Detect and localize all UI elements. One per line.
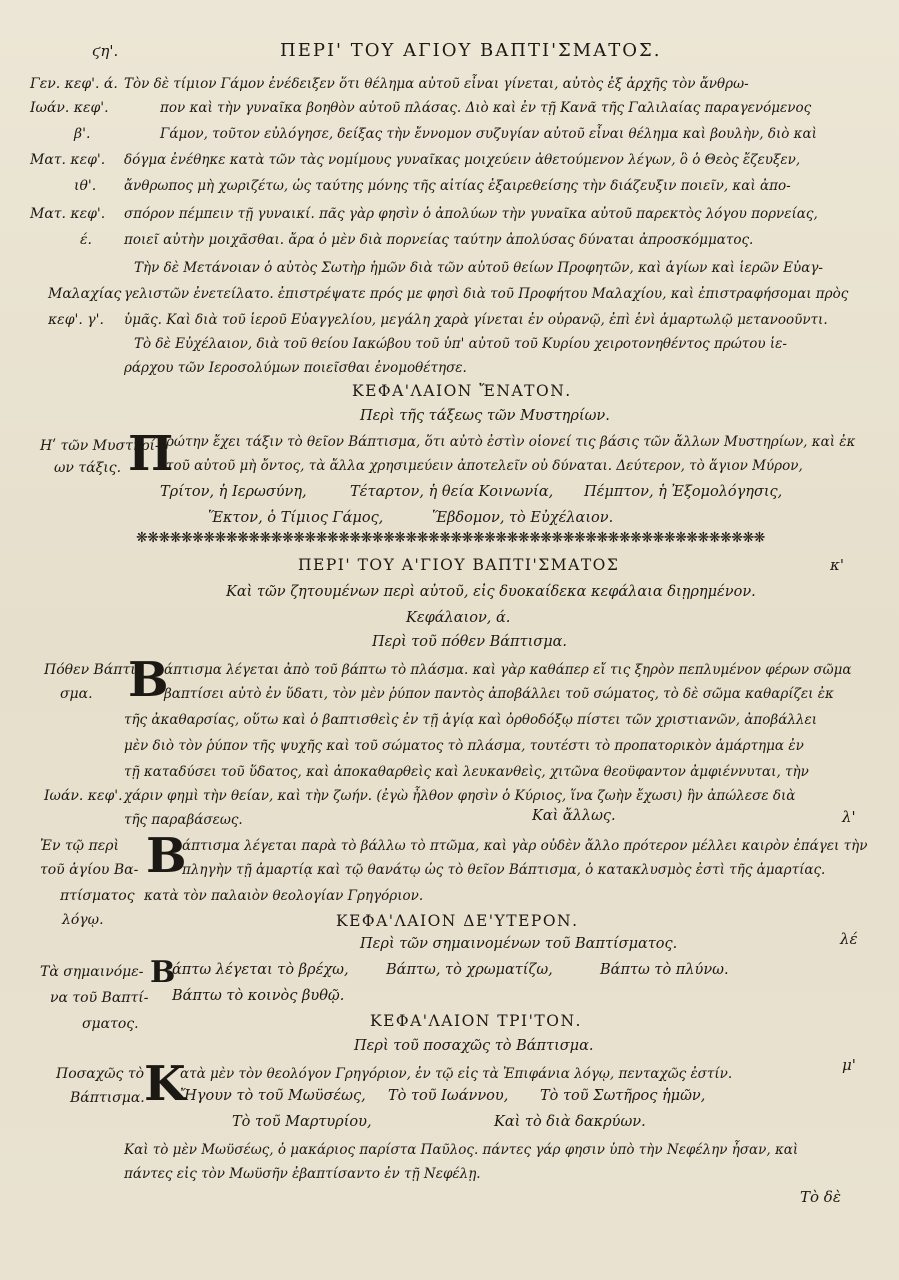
text-line: χάριν φημὶ τὴν θείαν, καὶ τὴν ζωήν. (ἐγὼ ἦλθον φησὶν ὁ Κύριος, ἵνα ζωὴν ἔχωσι) ἣν ἀπώλεσε διὰ — [124, 788, 796, 804]
list-item: Ἕκτον, ὁ Τίμιος Γάμος, — [208, 510, 384, 526]
text-line: τοῦ αὐτοῦ μὴ ὄντος, τὰ ἄλλα χρησιμεύειν ἀποτελεῖν οὐ δύναται. Δεύτερον, τὸ ἅγιον Μύρον, — [166, 458, 803, 474]
list-item: Τέταρτον, ἡ θεία Κοινωνία, — [350, 484, 554, 500]
text-line: Τὸ δὲ Εὐχέλαιον, διὰ τοῦ θείου Ιακώβου τοῦ ὑπ' αὐτοῦ τοῦ Κυρίου χειροτονηθέντος πρώτου ἱε- — [134, 336, 787, 352]
text-line: άπτω λέγεται τὸ βρέχω, — [172, 962, 349, 978]
text-line: άπτισμα λέγεται παρὰ τὸ βάλλω τὸ πτῶμα, καὶ γὰρ οὐδὲν ἄλλο πρότερον μέλλει καιρὸν ἐπάγει τὴν — [182, 838, 868, 854]
text-line: ράρχου τῶν Ιεροσολύμων ποιεῖσθαι ἐνομοθέτησε. — [124, 360, 467, 376]
chapter-label: Κεφάλαιον, ά. — [406, 610, 511, 626]
text-line: πληγὴν τῇ ἁμαρτίᾳ καὶ τῷ θανάτῳ ὡς τὸ θεῖον Βάπτισμα, ὁ κατακλυσμὸς ἐστὶ τῆς ἁμαρτίας. — [182, 862, 826, 878]
margin-note: ων τάξις. — [54, 460, 122, 476]
text-line: Καὶ τὸ μὲν Μωϋσέως, ὁ μακάριος παρίστα Παῦλος. πάντες γάρ φησιν ὑπὸ τὴν Νεφέλην ἦσαν, καὶ — [124, 1142, 799, 1158]
text-line: Καὶ τὸ διὰ δακρύων. — [494, 1114, 646, 1130]
drop-cap: Κ — [144, 1056, 186, 1112]
text-line: Τὸ τοῦ Σωτῆρος ἡμῶν, — [540, 1088, 706, 1104]
drop-cap: Β — [128, 652, 169, 708]
text-line: ποιεῖ αὐτὴν μοιχᾶσθαι. ἄρα ὁ μὲν διὰ πορνείας ταύτην ἀπολύσας δύναται ἀπροσκόμματος. — [124, 232, 754, 248]
margin-note: Βάπτισμα. — [70, 1090, 145, 1106]
drop-cap: Π — [128, 426, 174, 482]
margin-note: ιθ'. — [74, 178, 97, 194]
text-line: πάντες εἰς τὸν Μωϋσῆν ἐβαπτίσαντο ἐν τῇ Νεφέλῃ. — [124, 1166, 481, 1182]
section-subtitle: Καὶ τῶν ζητουμένων περὶ αὐτοῦ, εἰς δυοκαίδεκα κεφάλαια διῃρημένον. — [226, 584, 756, 600]
text-line: άπτισμα λέγεται ἀπὸ τοῦ βάπτω τὸ πλάσμα. καὶ γὰρ καθάπερ εἴ τις ξηρὸν πεπλυμένον φέρων σῶμα — [164, 662, 852, 678]
margin-number: λέ — [840, 930, 858, 948]
margin-note: κεφ'. γ'. — [48, 312, 104, 328]
margin-note: Ἐν τῷ περὶ — [40, 838, 119, 854]
catchword: Τὸ δὲ — [800, 1188, 841, 1206]
text-line: τῆς παραβάσεως. — [124, 812, 243, 828]
chapter-subheading: Περὶ τοῦ ποσαχῶς τὸ Βάπτισμα. — [354, 1038, 594, 1054]
margin-note: Γεν. κεφ'. ά. — [30, 76, 118, 92]
margin-note: τοῦ ἁγίου Βα- — [40, 862, 139, 878]
text-line: ατὰ μὲν τὸν θεολόγον Γρηγόριον, ἐν τῷ εἰς τὰ Ἐπιφάνια λόγῳ, πενταχῶς ἐστίν. — [180, 1066, 733, 1082]
chapter-subheading: Περὶ τῆς τάξεως τῶν Μυστηρίων. — [360, 408, 610, 424]
list-item: Πέμπτον, ἡ Ἐξομολόγησις, — [584, 484, 783, 500]
margin-number: λ' — [842, 808, 856, 826]
chapter-heading: ΚΕΦΑ'ΛΑΙΟΝ ΔΕ'ΥΤΕΡΟΝ. — [336, 912, 579, 930]
margin-note: έ. — [80, 232, 92, 248]
margin-number: μ' — [842, 1056, 856, 1074]
text-line: Τὸ τοῦ Μαρτυρίου, — [232, 1114, 372, 1130]
margin-note: Πόθεν Βάπτι- — [44, 662, 141, 678]
chapter-heading: ΚΕΦΑ'ΛΑΙΟΝ ἜΝΑΤΟΝ. — [352, 382, 572, 400]
text-line: τῇ καταδύσει τοῦ ὕδατος, καὶ ἀποκαθαρθεὶς καὶ λευκανθεὶς, χιτῶνα θεοϋφαντον ἀμφιέννυται, τὴν — [124, 764, 809, 780]
margin-note: να τοῦ Βαπτί- — [50, 990, 149, 1006]
chapter-subheading: Περὶ τῶν σημαινομένων τοῦ Βαπτίσματος. — [360, 936, 678, 952]
margin-note: Ηʹ τῶν Μυστηρί- — [40, 438, 160, 454]
margin-note: Ιωάν. κεφ'. — [30, 100, 109, 116]
margin-note: Ματ. κεφ'. — [30, 152, 106, 168]
margin-note: Ποσαχῶς τὸ — [56, 1066, 145, 1082]
text-line: Τὸν δὲ τίμιον Γάμον ἐνέδειξεν ὅτι θέλημα αὐτοῦ εἶναι γίνεται, αὐτὸς ἐξ ἀρχῆς τὸν ἄνθρω- — [124, 76, 749, 92]
margin-note: Μαλαχίας — [48, 286, 122, 302]
text-line: Τὸ τοῦ Ιωάννου, — [388, 1088, 509, 1104]
text-line: ἄνθρωπος μὴ χωριζέτω, ὡς ταύτης μόνης τῆς αἰτίας ἐξαιρεθείσης τὴν διάζευξιν ποιεῖν, καὶ ἀπο- — [124, 178, 791, 194]
ornament-band: ❋❋❋❋❋❋❋❋❋❋❋❋❋❋❋❋❋❋❋❋❋❋❋❋❋❋❋❋❋❋❋❋❋❋❋❋❋❋❋❋❋❋❋❋❋❋❋❋❋❋❋❋❋❋❋❋ — [136, 530, 765, 546]
chapter-subheading: Περὶ τοῦ πόθεν Βάπτισμα. — [372, 634, 568, 650]
margin-note: λόγῳ. — [62, 912, 104, 928]
text-line: Ἤγουν τὸ τοῦ Μωϋσέως, — [180, 1088, 366, 1104]
margin-number: κ' — [830, 556, 844, 574]
margin-note: σμα. — [60, 686, 93, 702]
margin-note: Ματ. κεφ'. — [30, 206, 106, 222]
text-line: Καὶ ἄλλως. — [532, 808, 616, 824]
margin-note: Ιωάν. κεφ'. — [44, 788, 123, 804]
margin-note: πτίσματος — [60, 888, 135, 904]
margin-note: β'. — [74, 126, 91, 142]
margin-note: σματος. — [82, 1016, 139, 1032]
text-line: μὲν διὸ τὸν ῥύπον τῆς ψυχῆς καὶ τοῦ σώματος τὸ πλάσμα, τουτέστι τὸ προπατορικὸν ἁμάρτημα ἐν — [124, 738, 804, 754]
text-line: Βάπτω τὸ πλύνω. — [600, 962, 729, 978]
text-line: γελιστῶν ἐνετείλατο. ἐπιστρέψατε πρός με φησὶ διὰ τοῦ Προφήτου Μαλαχίου, καὶ ἐπιστραφήσομαι πρὸς — [124, 286, 849, 302]
text-line: πον καὶ τὴν γυναῖκα βοηθὸν αὐτοῦ πλάσας. Διὸ καὶ ἐν τῇ Κανᾶ τῆς Γαλιλαίας παραγενόμενος — [160, 100, 812, 116]
text-line: τῆς ἀκαθαρσίας, οὕτω καὶ ὁ βαπτισθεὶς ἐν τῇ ἁγίᾳ καὶ ὀρθοδόξῳ πίστει τῶν χριστιανῶν, ἀποβάλλει — [124, 712, 817, 728]
text-line: βαπτίσει αὐτὸ ἐν ὕδατι, τὸν μὲν ῥύπον παντὸς ἀποβάλλει τοῦ σώματος, τὸ δὲ σῶμα καθαρίζει ἐκ — [164, 686, 834, 702]
folio-number: ϛη'. — [92, 42, 119, 60]
text-line: Βάπτω, τὸ χρωματίζω, — [386, 962, 553, 978]
drop-cap: Β — [146, 828, 187, 884]
section-title: ΠΕΡΙ' ΤΟΥ Α'ΓΙΟΥ ΒΑΠΤΙ'ΣΜΑΤΟΣ — [298, 556, 620, 574]
chapter-heading: ΚΕΦΑ'ΛΑΙΟΝ ΤΡΙ'ΤΟΝ. — [370, 1012, 582, 1030]
text-line: Τὴν δὲ Μετάνοιαν ὁ αὐτὸς Σωτὴρ ἡμῶν διὰ τῶν αὐτοῦ θείων Προφητῶν, καὶ ἁγίων καὶ ἱερῶν Εὐαγ- — [134, 260, 823, 276]
running-title: ΠΕΡΙ' ΤΟΥ ΑΓΙΟΥ ΒΑΠΤΙ'ΣΜΑΤΟΣ. — [280, 40, 662, 61]
text-line: δόγμα ἐνέθηκε κατὰ τῶν τὰς νομίμους γυναῖκας μοιχεύειν ἀθετούμενον λέγων, ὃ ὁ Θεὸς ἔζευξεν, — [124, 152, 801, 168]
list-item: Τρίτον, ἡ Ιερωσύνη, — [160, 484, 307, 500]
margin-note: Τὰ σημαινόμε- — [40, 964, 144, 980]
list-item: Ἕβδομον, τὸ Εὐχέλαιον. — [432, 510, 614, 526]
text-line: Γάμον, τοῦτον εὐλόγησε, δείξας τὴν ἔννομον συζυγίαν αὐτοῦ εἶναι θέλημα καὶ βουλὴν, διὸ καὶ — [160, 126, 817, 142]
text-line: ὑμᾶς. Καὶ διὰ τοῦ ἱεροῦ Εὐαγγελίου, μεγάλη χαρὰ γίνεται ἐν οὐρανῷ, ἐπὶ ἑνὶ ἁμαρτωλῷ μετανοοῦντι. — [124, 312, 828, 328]
text-line: κατὰ τὸν παλαιὸν θεολογίαν Γρηγόριον. — [144, 888, 424, 904]
drop-cap: Β — [150, 955, 176, 990]
text-line: Βάπτω τὸ κοινὸς βυθῷ. — [172, 988, 345, 1004]
text-line: ρώτην ἔχει τάξιν τὸ θεῖον Βάπτισμα, ὅτι αὐτὸ ἐστὶν οἱονεί τις βάσις τῶν ἄλλων Μυστηρίων, καὶ ἐκ — [166, 434, 856, 450]
text-line: σπόρον πέμπειν τῇ γυναικί. πᾶς γὰρ φησὶν ὁ ἀπολύων τὴν γυναῖκα αὐτοῦ παρεκτὸς λόγου πορνείας, — [124, 206, 818, 222]
